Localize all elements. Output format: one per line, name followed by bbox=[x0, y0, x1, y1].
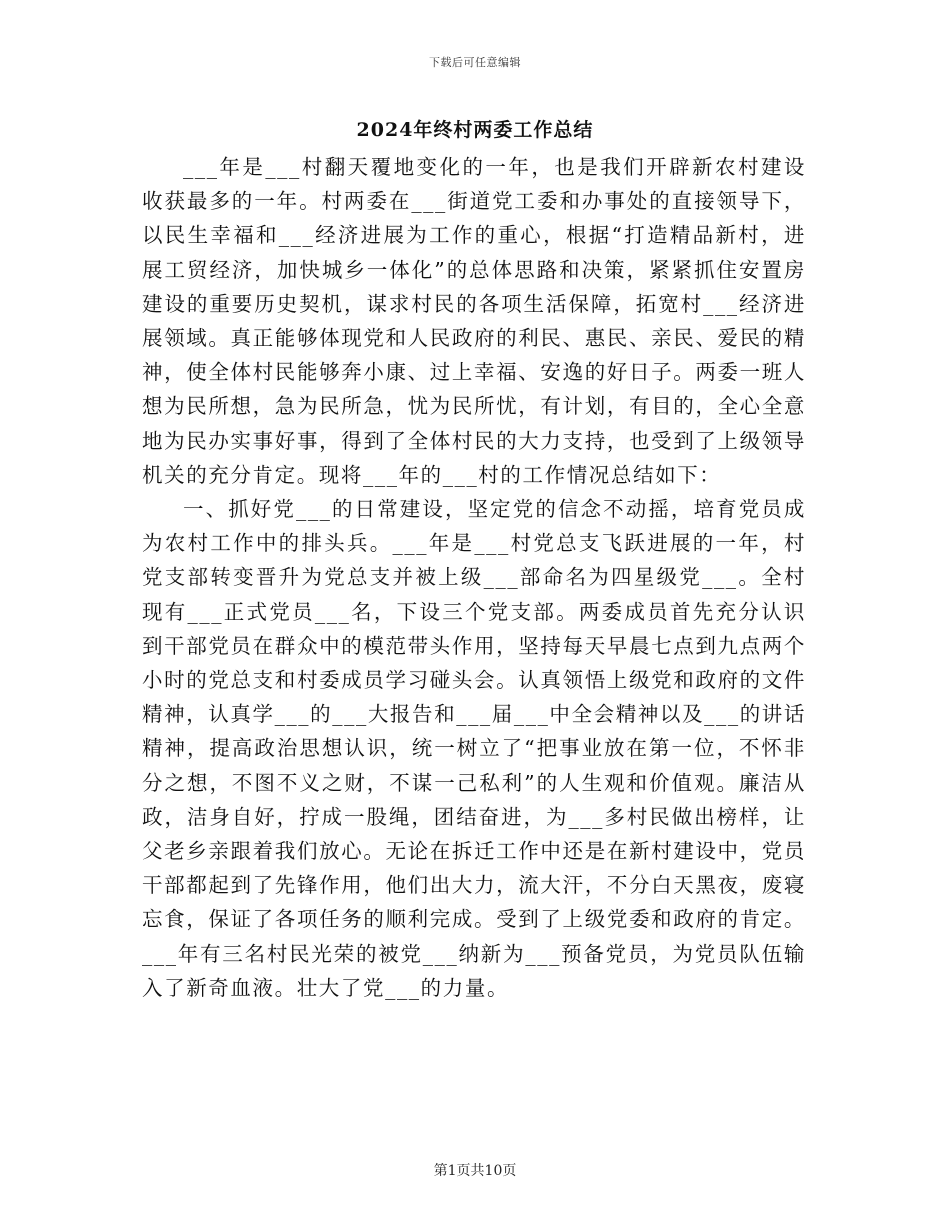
document-title: 2024年终村两委工作总结 bbox=[356, 119, 594, 141]
paragraph-party-building: 一、抓好党___的日常建设，坚定党的信念不动摇，培育党员成为农村工作中的排头兵。___年是___村党总支飞跃进展的一年，村党支部转变晋升为党总支并被上级___部命名为四星级党___。全村现有___正式党员___名，下设三个党支部。两委成员首先充分认识到干部党员在群众中的模范带头作用，坚持每天早晨七点到九点两个小时的党总支和村委成员学习碰头会。认真领悟上级党和政府的文件精神，认真学___的___大报告和___届___中全会精神以及___的讲话精神，提高政治思想认识，统一树立了“把事业放在第一位，不怀非分之想，不图不义之财，不谋一己私利”的人生观和价值观。廉洁从政，洁身自好，拧成一股绳，团结奋进，为___多村民做出榜样，让父老乡亲跟着我们放心。无论在拆迁工作中还是在新村建设中，党员干部都起到了先锋作用，他们出大力，流大汗，不分白天黑夜，废寝忘食，保证了各项任务的顺利完成。受到了上级党委和政府的肯定。___年有三名村民光荣的被党___纳新为___预备党员，为党员队伍输入了新奇血液。壮大了党___的力量。 bbox=[142, 497, 806, 1000]
header-note: 下载后可任意编辑 bbox=[429, 56, 521, 69]
paragraph-intro: ___年是___村翻天覆地变化的一年，也是我们开辟新农村建设收获最多的一年。村两委在___街道党工委和办事处的直接领导下，以民生幸福和___经济进展为工作的重心，根据“打造精品新村，进展工贸经济，加快城乡一体化”的总体思路和决策，紧紧抓住安置房建设的重要历史契机，谋求村民的各项生活保障，拓宽村___经济进展领域。真正能够体现党和人民政府的利民、惠民、亲民、爱民的精神，使全体村民能够奔小康、过上幸福、安逸的好日子。两委一班人想为民所想，急为民所急，忧为民所忧，有计划，有目的，全心全意地为民办实事好事，得到了全体村民的大力支持，也受到了上级领导机关的充分肯定。现将___年的___村的工作情况总结如下： bbox=[142, 155, 806, 487]
document-body bbox=[142, 150, 806, 1005]
page-indicator: 第1页共10页 bbox=[433, 1163, 517, 1179]
